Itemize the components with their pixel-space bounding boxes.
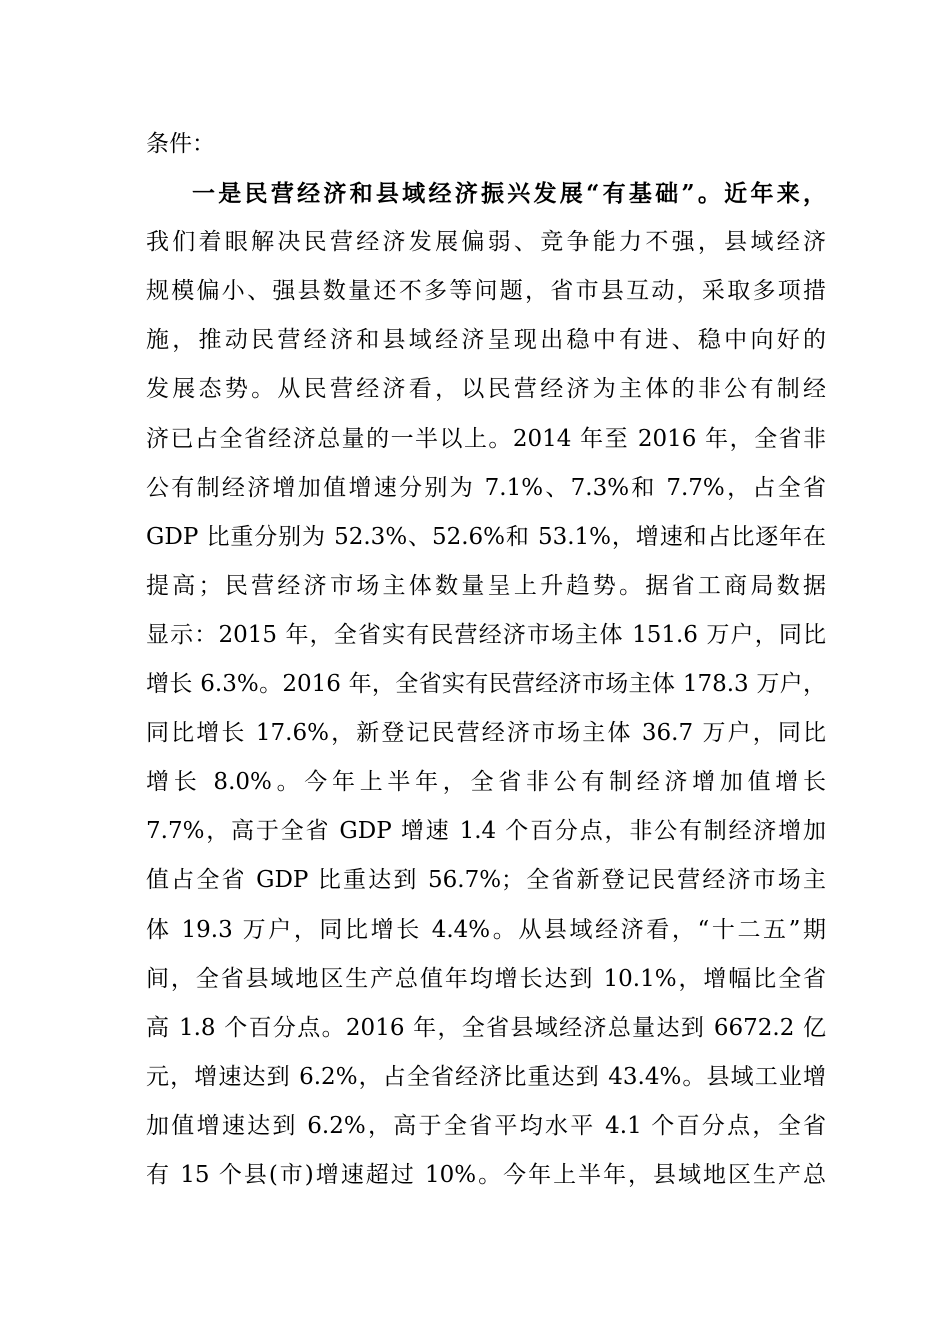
text-line: 施，推动民营经济和县域经济呈现出稳中有进、稳中向好的 (146, 327, 826, 354)
text-line: 有 15 个县(市)增速超过 10%。今年上半年，县域地区生产总 (146, 1161, 826, 1188)
text-line: 发展态势。从民营经济看，以民营经济为主体的非公有制经 (146, 376, 826, 403)
text-line: GDP 比重分别为 52.3%、52.6%和 53.1%，增速和占比逐年在 (146, 523, 826, 550)
body-text (146, 120, 826, 1200)
text-line: 显示：2015 年，全省实有民营经济市场主体 151.6 万户，同比 (146, 621, 826, 648)
paragraph-lead-line: 一是民营经济和县域经济振兴发展“有基础”。近年来， (192, 180, 826, 208)
text-line: 体 19.3 万户，同比增长 4.4%。从县域经济看，“十二五”期 (146, 916, 826, 943)
text-line: 元，增速达到 6.2%，占全省经济比重达到 43.4%。县域工业增 (146, 1063, 826, 1090)
text-line: 我们着眼解决民营经济发展偏弱、竞争能力不强，县域经济 (146, 229, 826, 256)
text-line: 值占全省 GDP 比重达到 56.7%；全省新登记民营经济市场主 (146, 867, 826, 894)
text-line: 条件： (146, 131, 215, 157)
text-line: 提高；民营经济市场主体数量呈上升趋势。据省工商局数据 (146, 572, 826, 599)
text-line: 公有制经济增加值增速分别为 7.1%、7.3%和 7.7%，占全省 (146, 474, 826, 501)
text-line: 增长 8.0%。今年上半年，全省非公有制经济增加值增长 (146, 769, 826, 796)
text-line: 增长 6.3%。2016 年，全省实有民营经济市场主体 178.3 万户， (146, 671, 826, 698)
text-line: 规模偏小、强县数量还不多等问题，省市县互动，采取多项措 (146, 278, 826, 305)
text-line: 7.7%，高于全省 GDP 增速 1.4 个百分点，非公有制经济增加 (146, 818, 826, 845)
text-line: 同比增长 17.6%，新登记民营经济市场主体 36.7 万户，同比 (146, 720, 826, 747)
text-line: 高 1.8 个百分点。2016 年，全省县域经济总量达到 6672.2 亿 (146, 1014, 826, 1041)
text-line: 加值增速达到 6.2%，高于全省平均水平 4.1 个百分点，全省 (146, 1112, 826, 1139)
text-line: 济已占全省经济总量的一半以上。2014 年至 2016 年，全省非 (146, 425, 826, 452)
text-line: 间，全省县域地区生产总值年均增长达到 10.1%，增幅比全省 (146, 965, 826, 992)
